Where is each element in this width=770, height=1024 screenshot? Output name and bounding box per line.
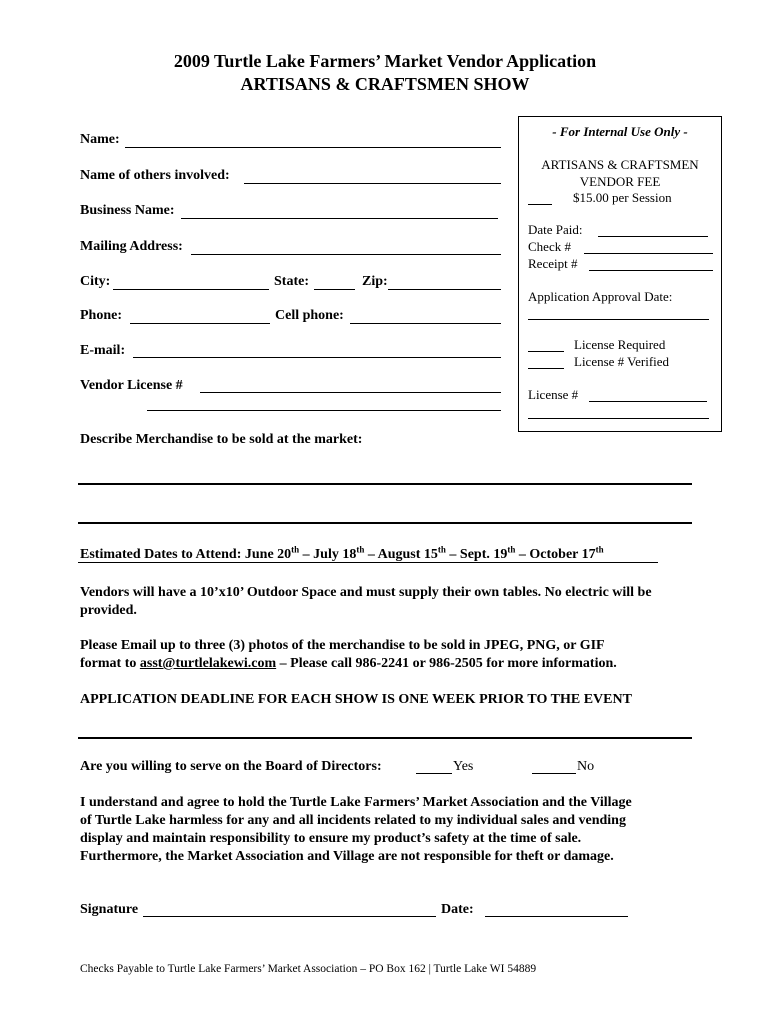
license-required-label: License Required xyxy=(574,337,666,352)
page-subtitle: ARTISANS & CRAFTSMEN SHOW xyxy=(240,74,530,94)
date-paid-label: Date Paid: xyxy=(528,222,583,237)
fee-amount: $15.00 per Session xyxy=(573,190,672,205)
section-divider xyxy=(78,737,692,739)
vendor-license-label: Vendor License # xyxy=(80,378,183,393)
agreement-line-3: display and maintain responsibility to ensure my product’s safety at the time of sale. xyxy=(80,831,582,846)
receipt-label: Receipt # xyxy=(528,256,578,271)
dates-underline xyxy=(78,562,658,563)
photos-suffix: – Please call 986-2241 or 986-2505 for more information. xyxy=(276,656,617,671)
vendor-license-field[interactable] xyxy=(200,392,501,393)
date-2-suffix: th xyxy=(356,544,365,555)
others-field[interactable] xyxy=(244,183,501,184)
business-field[interactable] xyxy=(181,218,498,219)
page-title: 2009 Turtle Lake Farmers’ Market Vendor Application xyxy=(173,51,597,71)
name-label: Name: xyxy=(80,132,120,147)
license-number-field[interactable] xyxy=(589,401,707,402)
estimated-dates xyxy=(80,544,604,563)
date-field[interactable] xyxy=(485,916,628,917)
board-yes-blank[interactable] xyxy=(416,773,452,774)
name-field[interactable] xyxy=(125,147,501,148)
fee-check-blank[interactable] xyxy=(528,204,552,205)
state-label: State: xyxy=(274,274,309,289)
mailing-label: Mailing Address: xyxy=(80,239,183,254)
merchandise-label: Describe Merchandise to be sold at the market: xyxy=(80,432,363,447)
internal-use-box xyxy=(518,116,722,432)
license-verified-blank[interactable] xyxy=(528,368,564,369)
date-paid-field[interactable] xyxy=(598,236,708,237)
approval-date-field[interactable] xyxy=(528,319,709,320)
approval-date-label: Application Approval Date: xyxy=(528,289,673,304)
date-4-suffix: th xyxy=(507,544,516,555)
city-field[interactable] xyxy=(113,289,269,290)
board-question: Are you willing to serve on the Board of Directors: xyxy=(80,759,382,774)
application-deadline: APPLICATION DEADLINE FOR EACH SHOW IS ONE WEEK PRIOR TO THE EVENT xyxy=(80,692,632,707)
date-3: – August 15 xyxy=(364,547,438,562)
signature-field[interactable] xyxy=(143,916,436,917)
fee-title-2: VENDOR FEE xyxy=(579,174,661,189)
date-2: – July 18 xyxy=(299,547,357,562)
fee-title-1: ARTISANS & CRAFTSMEN xyxy=(541,157,699,172)
phone-label: Phone: xyxy=(80,308,122,323)
license-required-blank[interactable] xyxy=(528,351,564,352)
agreement-line-4: Furthermore, the Market Association and Village are not responsible for theft or damage. xyxy=(80,849,614,864)
signature-label: Signature xyxy=(80,902,139,917)
mailing-field[interactable] xyxy=(191,254,501,255)
others-label: Name of others involved: xyxy=(80,168,230,183)
date-label: Date: xyxy=(441,902,474,917)
merchandise-line-2[interactable] xyxy=(78,522,692,524)
contact-email-link[interactable]: asst@turtlelakewi.com xyxy=(139,656,277,671)
agreement-line-2: of Turtle Lake harmless for any and all incidents related to my individual sales and vending xyxy=(80,813,626,828)
photos-prefix: format to xyxy=(80,656,140,671)
internal-use-header: - For Internal Use Only - xyxy=(552,124,688,139)
board-no-label: No xyxy=(577,759,595,774)
board-yes-label: Yes xyxy=(453,759,474,774)
business-label: Business Name: xyxy=(80,203,175,218)
email-label: E-mail: xyxy=(80,343,126,358)
date-5: – October 17 xyxy=(515,547,596,562)
footer-note: Checks Payable to Turtle Lake Farmers’ Market Association – PO Box 162 | Turtle Lake WI 54889 xyxy=(80,963,537,975)
agreement-line-1: I understand and agree to hold the Turtle Lake Farmers’ Market Association and the Village xyxy=(80,795,632,810)
vendor-license-field-2[interactable] xyxy=(147,410,501,411)
email-field[interactable] xyxy=(133,357,501,358)
license-verified-label: License # Verified xyxy=(574,354,670,369)
photos-line-2 xyxy=(80,655,617,673)
receipt-field[interactable] xyxy=(589,270,713,271)
date-5-suffix: th xyxy=(595,544,604,555)
photos-line-1: Please Email up to three (3) photos of the merchandise to be sold in JPEG, PNG, or GIF xyxy=(80,638,605,653)
dates-prefix: Estimated Dates to Attend: June 20 xyxy=(80,547,292,562)
zip-field[interactable] xyxy=(388,289,501,290)
check-field[interactable] xyxy=(584,253,713,254)
license-number-label: License # xyxy=(528,387,579,402)
zip-label: Zip: xyxy=(362,274,388,289)
date-4: – Sept. 19 xyxy=(445,547,508,562)
date-1-suffix: th xyxy=(291,544,300,555)
check-label: Check # xyxy=(528,239,571,254)
vendors-note: Vendors will have a 10’x10’ Outdoor Space and must supply their own tables. No electric will be provided. xyxy=(80,585,652,618)
city-label: City: xyxy=(80,274,111,289)
cell-field[interactable] xyxy=(350,323,501,324)
date-3-suffix: th xyxy=(437,544,446,555)
merchandise-line-1[interactable] xyxy=(78,483,692,485)
state-field[interactable] xyxy=(314,289,355,290)
board-no-blank[interactable] xyxy=(532,773,576,774)
phone-field[interactable] xyxy=(130,323,270,324)
cell-label: Cell phone: xyxy=(275,308,344,323)
license-number-field-2[interactable] xyxy=(528,418,709,419)
